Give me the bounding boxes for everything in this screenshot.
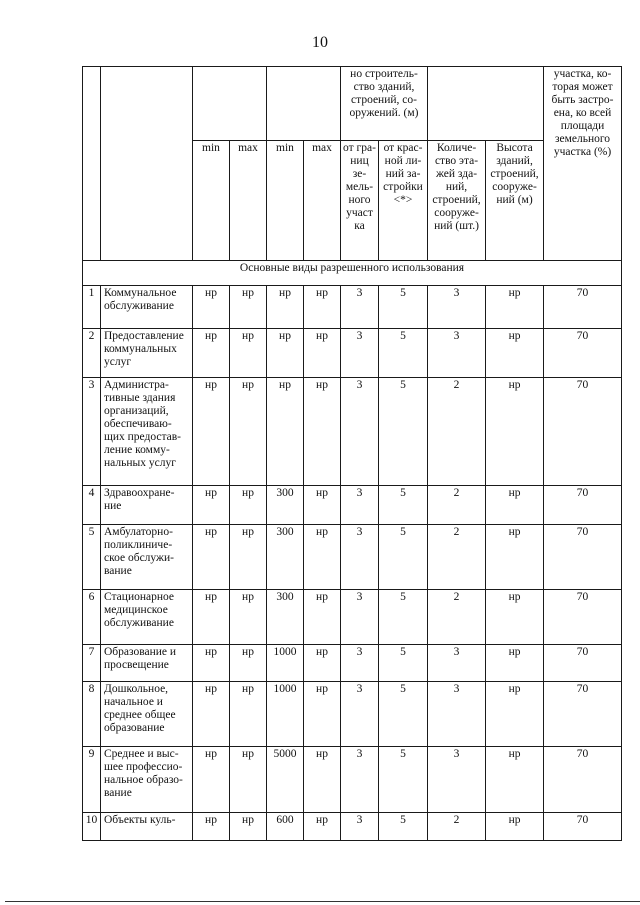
header-max-1: max [230,141,267,261]
header-name-cell [101,67,193,261]
land-use-norms-table [82,66,622,841]
cell-max-1: нр [230,329,267,378]
table-row [83,590,622,645]
header-min-1: min [193,141,230,261]
cell-from-boundary: 3 [341,813,379,841]
cell-coverage: 70 [544,286,622,329]
row-use-type: Предоставление коммунальных услуг [101,329,193,378]
cell-height: нр [486,813,544,841]
row-number: 8 [83,682,101,747]
cell-floors: 3 [428,645,486,682]
row-use-type: Среднее и выс-шее профессио-нальное образо-вание [101,747,193,813]
cell-floors: 2 [428,813,486,841]
header-floors: Количе-ство эта-жей зда-ний, строений, сооруже-ний (шт.) [428,141,486,261]
cell-height: нр [486,747,544,813]
cell-coverage: 70 [544,329,622,378]
row-use-type: Амбулаторно-поликлиниче-ское обслужи-вание [101,525,193,590]
cell-max-2: нр [304,329,341,378]
cell-height: нр [486,590,544,645]
header-setback-group: но строитель-ство зданий, строений, со-оружений. (м) [341,67,428,141]
cell-max-1: нр [230,378,267,486]
cell-max-2: нр [304,682,341,747]
row-use-type: Администра-тивные здания организаций, обеспечиваю-щих предостав-ление комму-нальных услуг [101,378,193,486]
row-use-type: Образование и просвещение [101,645,193,682]
cell-min-1: нр [193,486,230,525]
cell-max-2: нр [304,590,341,645]
header-num-cell [83,67,101,261]
cell-max-1: нр [230,486,267,525]
cell-max-2: нр [304,747,341,813]
cell-max-1: нр [230,286,267,329]
row-number: 2 [83,329,101,378]
row-number: 5 [83,525,101,590]
cell-max-2: нр [304,645,341,682]
page-number: 10 [312,34,328,51]
cell-from-boundary: 3 [341,525,379,590]
bottom-rule [5,901,640,902]
header-height: Высота зданий, строений, сооруже-ний (м) [486,141,544,261]
cell-from-red-line: 5 [379,747,428,813]
cell-min-1: нр [193,813,230,841]
cell-from-boundary: 3 [341,682,379,747]
section-row [83,261,622,286]
row-number: 10 [83,813,101,841]
cell-floors: 3 [428,747,486,813]
cell-min-2: 300 [267,590,304,645]
cell-min-1: нр [193,645,230,682]
cell-floors: 2 [428,590,486,645]
cell-min-1: нр [193,378,230,486]
row-number: 3 [83,378,101,486]
cell-from-boundary: 3 [341,486,379,525]
cell-coverage: 70 [544,525,622,590]
cell-coverage: 70 [544,378,622,486]
cell-max-2: нр [304,813,341,841]
cell-from-boundary: 3 [341,329,379,378]
table-row [83,525,622,590]
cell-min-1: нр [193,329,230,378]
cell-min-2: нр [267,378,304,486]
header-from-boundary: от гра-ниц зе-мель-ного участ ка [341,141,379,261]
cell-min-2: нр [267,329,304,378]
cell-max-1: нр [230,645,267,682]
header-parameters-group [428,67,544,141]
cell-from-red-line: 5 [379,682,428,747]
table-row [83,645,622,682]
cell-max-2: нр [304,486,341,525]
cell-height: нр [486,525,544,590]
table-row [83,813,622,841]
row-use-type: Дошкольное, начальное и среднее общее образование [101,682,193,747]
cell-max-1: нр [230,590,267,645]
cell-min-2: 5000 [267,747,304,813]
row-use-type: Здравоохране-ние [101,486,193,525]
cell-from-boundary: 3 [341,286,379,329]
cell-min-1: нр [193,682,230,747]
header-max-2: max [304,141,341,261]
cell-min-2: 300 [267,525,304,590]
table-row [83,682,622,747]
cell-from-boundary: 3 [341,590,379,645]
header-coverage: участка, ко-торая может быть застро-ена, ко всей площади земельного участка (%) [544,67,622,261]
cell-from-red-line: 5 [379,486,428,525]
row-use-type: Стационарное медицинское обслуживание [101,590,193,645]
row-number: 4 [83,486,101,525]
cell-from-red-line: 5 [379,329,428,378]
cell-coverage: 70 [544,645,622,682]
header-row-top [83,67,622,141]
header-group-a [193,67,267,141]
section-title: Основные виды разрешенного использования [83,261,622,286]
cell-from-red-line: 5 [379,590,428,645]
cell-floors: 3 [428,682,486,747]
cell-height: нр [486,378,544,486]
cell-height: нр [486,286,544,329]
row-number: 7 [83,645,101,682]
cell-coverage: 70 [544,486,622,525]
cell-max-1: нр [230,747,267,813]
cell-min-2: 300 [267,486,304,525]
cell-floors: 2 [428,378,486,486]
cell-min-2: 1000 [267,682,304,747]
cell-floors: 3 [428,329,486,378]
cell-max-2: нр [304,286,341,329]
cell-max-1: нр [230,682,267,747]
cell-min-2: 1000 [267,645,304,682]
cell-height: нр [486,645,544,682]
header-min-2: min [267,141,304,261]
table-row [83,747,622,813]
row-use-type: Коммунальное обслуживание [101,286,193,329]
cell-min-1: нр [193,286,230,329]
row-use-type: Объекты куль- [101,813,193,841]
cell-coverage: 70 [544,813,622,841]
row-number: 9 [83,747,101,813]
cell-coverage: 70 [544,682,622,747]
table-row [83,329,622,378]
row-number: 1 [83,286,101,329]
cell-coverage: 70 [544,747,622,813]
cell-min-2: нр [267,286,304,329]
cell-from-red-line: 5 [379,525,428,590]
cell-from-red-line: 5 [379,813,428,841]
cell-floors: 2 [428,486,486,525]
cell-min-1: нр [193,525,230,590]
cell-floors: 3 [428,286,486,329]
cell-from-red-line: 5 [379,378,428,486]
cell-from-red-line: 5 [379,286,428,329]
cell-max-1: нр [230,525,267,590]
table-row [83,486,622,525]
cell-height: нр [486,486,544,525]
header-group-b [267,67,341,141]
cell-max-2: нр [304,525,341,590]
cell-max-2: нр [304,378,341,486]
cell-min-2: 600 [267,813,304,841]
cell-height: нр [486,682,544,747]
cell-from-red-line: 5 [379,645,428,682]
cell-min-1: нр [193,747,230,813]
cell-coverage: 70 [544,590,622,645]
cell-min-1: нр [193,590,230,645]
table-row [83,378,622,486]
cell-max-1: нр [230,813,267,841]
cell-from-boundary: 3 [341,747,379,813]
table-row [83,286,622,329]
cell-from-boundary: 3 [341,645,379,682]
cell-height: нр [486,329,544,378]
cell-floors: 2 [428,525,486,590]
cell-from-boundary: 3 [341,378,379,486]
row-number: 6 [83,590,101,645]
header-from-red-line: от крас-ной ли-ний за-стройки <*> [379,141,428,261]
